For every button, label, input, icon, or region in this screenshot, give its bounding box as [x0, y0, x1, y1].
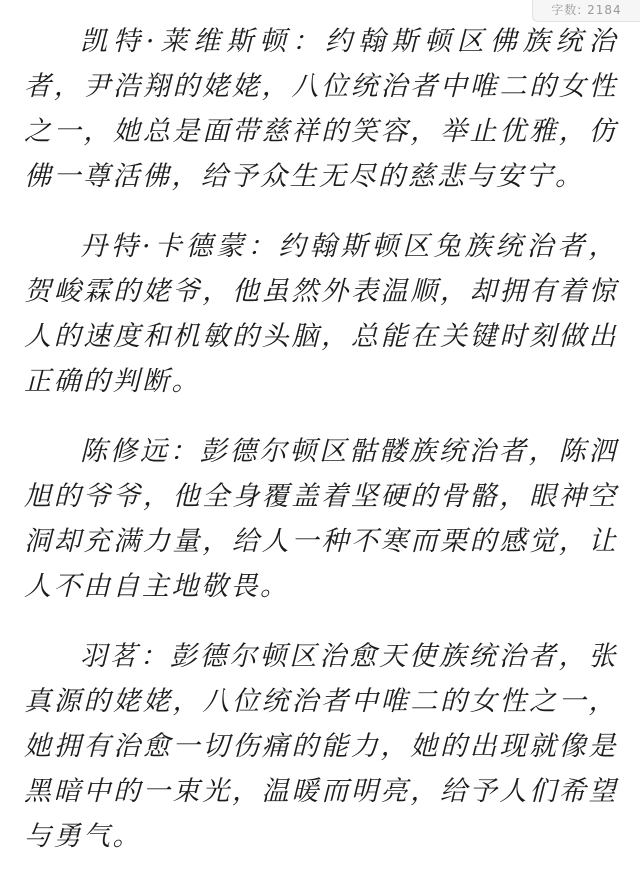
paragraph-kate: 凯特·莱维斯顿：约翰斯顿区佛族统治者，尹浩翔的姥姥，八位统治者中唯二的女性之一，她总是面带慈祥的笑容，举止优雅，仿佛一尊活佛，给予众生无尽的慈悲与安宁。	[24, 26, 618, 192]
article-body	[24, 19, 618, 859]
word-count-value: 2184	[587, 3, 622, 17]
paragraph-chen-xiuyuan: 陈修远：彭德尔顿区骷髅族统治者，陈泗旭的爷爷，他全身覆盖着坚硬的骨骼，眼神空洞却充满力量，给人一种不寒而栗的感觉，让人不由自主地敬畏。	[24, 436, 618, 602]
paragraph-dante: 丹特·卡德蒙：约翰斯顿区兔族统治者，贺峻霖的姥爷，他虽然外表温顺，却拥有着惊人的速度和机敏的头脑，总能在关键时刻做出正确的判断。	[24, 231, 618, 397]
word-count-label: 字数:	[551, 3, 583, 17]
paragraph-yuming: 羽茗：彭德尔顿区治愈天使族统治者，张真源的姥姥，八位统治者中唯二的女性之一，她拥有治愈一切伤痛的能力，她的出现就像是黑暗中的一束光，温暖而明亮，给予人们希望与勇气。	[24, 641, 618, 852]
